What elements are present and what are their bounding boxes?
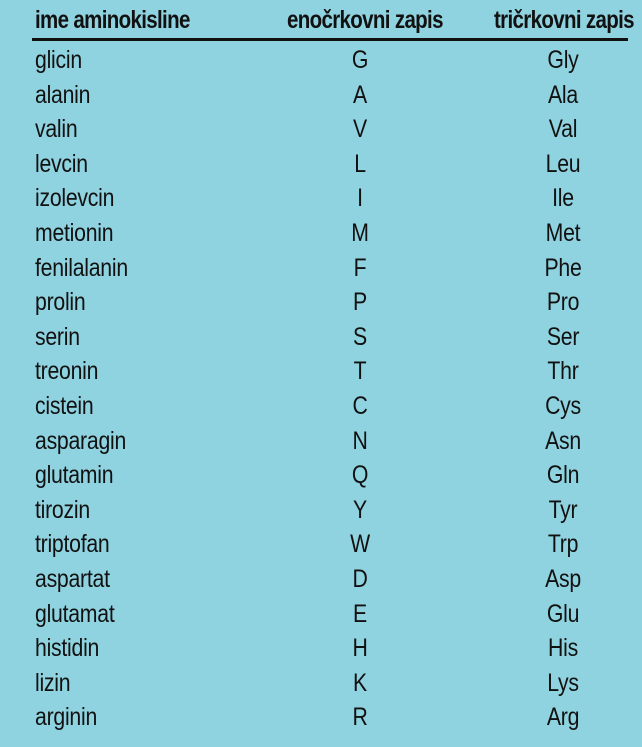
three-letter-code: Glu (546, 599, 580, 628)
amino-acid-name: cistein (35, 391, 94, 420)
table-row (0, 148, 642, 183)
three-letter-code: Gly (547, 46, 579, 74)
one-letter-code: E (353, 599, 367, 628)
three-letter-code: Phe (544, 253, 582, 282)
three-letter-code: Ile (552, 184, 574, 213)
table-row (0, 632, 642, 667)
table-row (0, 528, 642, 563)
amino-acid-name: histidin (35, 634, 100, 663)
one-letter-code: L (354, 149, 366, 178)
three-letter-code: His (548, 634, 578, 663)
three-letter-code: Thr (547, 357, 579, 386)
table-row (0, 494, 642, 529)
one-letter-code: K (353, 668, 367, 697)
one-letter-code: M (351, 218, 369, 247)
table-row (0, 321, 642, 356)
three-letter-code: Asp (545, 564, 581, 593)
three-letter-code: Trp (547, 530, 579, 559)
one-letter-code: S (353, 322, 367, 351)
amino-acid-name: serin (35, 322, 80, 351)
table-row (0, 701, 642, 736)
one-letter-code: Y (353, 495, 367, 524)
amino-acid-name: asparagin (35, 426, 127, 455)
amino-acid-name: treonin (35, 357, 99, 386)
one-letter-code: T (353, 357, 367, 386)
amino-acid-name: fenilalanin (35, 253, 128, 282)
one-letter-code: P (353, 288, 367, 317)
three-letter-code: Ser (546, 322, 580, 351)
table-row (0, 390, 642, 425)
amino-acid-name: glicin (35, 46, 82, 74)
three-letter-code: Ala (548, 80, 578, 109)
one-letter-code: N (352, 426, 368, 455)
amino-acid-name: glutamat (35, 599, 115, 628)
three-letter-code: Cys (545, 391, 581, 420)
one-letter-code: G (351, 46, 369, 74)
one-letter-code: A (353, 80, 367, 109)
one-letter-code: D (352, 564, 368, 593)
table-row (0, 425, 642, 460)
amino-acid-name: izolevcin (35, 184, 115, 213)
table-row (0, 113, 642, 148)
three-letter-code: Met (545, 218, 581, 247)
header-amino-acid-name: ime aminokisline (35, 6, 190, 34)
one-letter-code: W (350, 530, 370, 559)
amino-acid-name: aspartat (35, 564, 110, 593)
three-letter-code: Pro (546, 288, 580, 317)
table-row (0, 217, 642, 252)
three-letter-code: Val (548, 115, 578, 144)
three-letter-code: Tyr (548, 495, 578, 524)
table-row (0, 79, 642, 114)
table-row (0, 286, 642, 321)
one-letter-code: Q (351, 461, 369, 490)
table-row (0, 182, 642, 217)
amino-acid-name: tirozin (35, 495, 90, 524)
three-letter-code: Gln (546, 461, 580, 490)
table-row (0, 355, 642, 390)
header-three-letter-code: tričrkovni zapis (494, 6, 634, 34)
table-body (0, 44, 642, 736)
one-letter-code: F (353, 253, 367, 282)
one-letter-code: R (352, 703, 368, 732)
amino-acid-name: levcin (35, 149, 88, 178)
amino-acid-name: arginin (35, 703, 98, 732)
header-divider (32, 38, 628, 41)
amino-acid-name: lizin (35, 668, 71, 697)
one-letter-code: C (352, 391, 368, 420)
one-letter-code: H (352, 634, 368, 663)
header-one-letter-code: enočrkovni zapis (287, 6, 443, 34)
amino-acid-name: glutamin (35, 461, 114, 490)
amino-acid-name: metionin (35, 218, 114, 247)
table-row (0, 598, 642, 633)
table-row (0, 459, 642, 494)
one-letter-code: V (353, 115, 367, 144)
table-header (0, 5, 642, 35)
table-row (0, 44, 642, 79)
amino-acid-name: prolin (35, 288, 86, 317)
table-row (0, 252, 642, 287)
three-letter-code: Lys (547, 668, 579, 697)
one-letter-code: I (357, 184, 363, 213)
amino-acid-name: triptofan (35, 530, 110, 559)
three-letter-code: Arg (546, 703, 580, 732)
amino-acid-name: alanin (35, 80, 91, 109)
three-letter-code: Leu (545, 149, 581, 178)
table-row (0, 563, 642, 598)
three-letter-code: Asn (545, 426, 581, 455)
table-row (0, 667, 642, 702)
amino-acid-name: valin (35, 115, 78, 144)
